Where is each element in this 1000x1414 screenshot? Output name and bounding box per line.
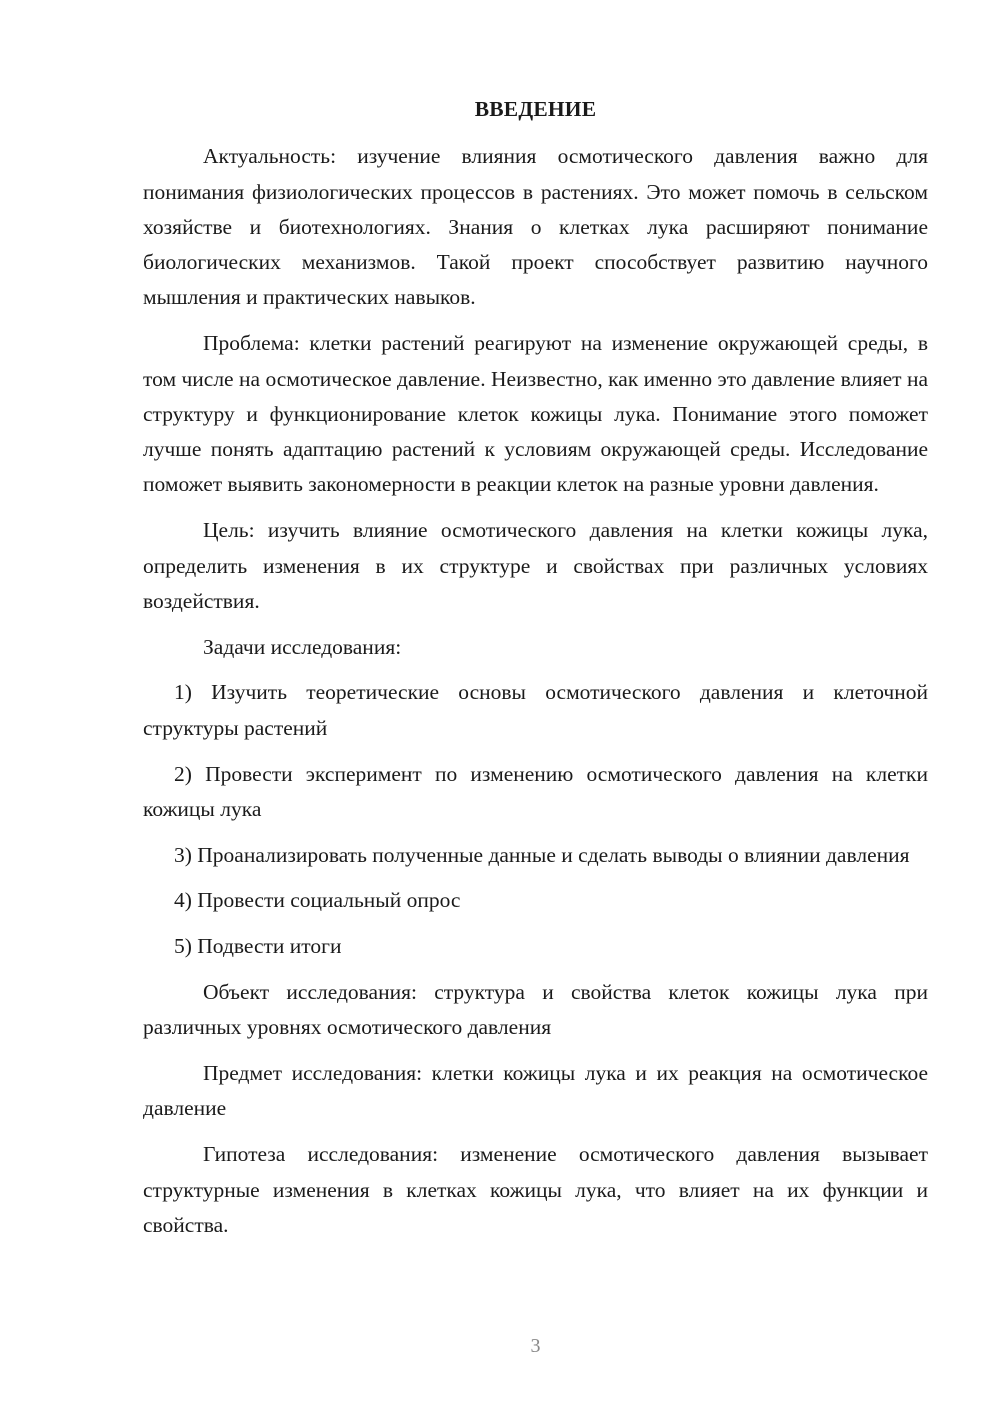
subject-paragraph: Предмет исследования: клетки кожицы лука и их реакция на осмотическое давление [143,1061,928,1121]
page-number: 3 [530,1335,541,1357]
section-heading: ВВЕДЕНИЕ [474,97,597,121]
task-item: 5) Подвести итоги [174,934,342,959]
problem-paragraph: Проблема: клетки растений реагируют на изменение окружающей среды, в том числе на осмотическое давление. Неизвестно, как именно это давление влияет на структуру и функционирование клеток кожицы лука. Понимание этого поможет лучше понять адаптацию растений к условиям окружающей среды. Исследование поможет выявить закономерности в реакции клеток на разные уровни давления. [143,331,928,497]
task-item: 3) Проанализировать полученные данные и сделать выводы о влиянии давления [174,842,910,867]
task-item: 2) Провести эксперимент по изменению осмотического давления на клетки кожицы лука [143,761,928,821]
object-paragraph: Объект исследования: структура и свойства клеток кожицы лука при различных уровнях осмотического давления [143,980,928,1040]
hypothesis-paragraph: Гипотеза исследования: изменение осмотического давления вызывает структурные изменения в клетках кожицы лука, что влияет на их функции и свойства. [143,1142,928,1237]
relevance-paragraph: Актуальность: изучение влияния осмотического давления важно для понимания физиологических процессов в растениях. Это может помочь в сельском хозяйстве и биотехнологиях. Знания о клетках лука расширяют понимание биологических механизмов. Такой проект способствует развитию научного мышления и практических навыков. [143,144,928,310]
task-item: 4) Провести социальный опрос [174,888,461,913]
document-page [143,92,928,1254]
goal-paragraph: Цель: изучить влияние осмотического давления на клетки кожицы лука, определить изменения в их структуре и свойствах при различных условиях воздействия. [143,518,928,613]
task-item: 1) Изучить теоретические основы осмотического давления и клеточной структуры растений [143,680,928,740]
tasks-title: Задачи исследования: [203,634,402,659]
